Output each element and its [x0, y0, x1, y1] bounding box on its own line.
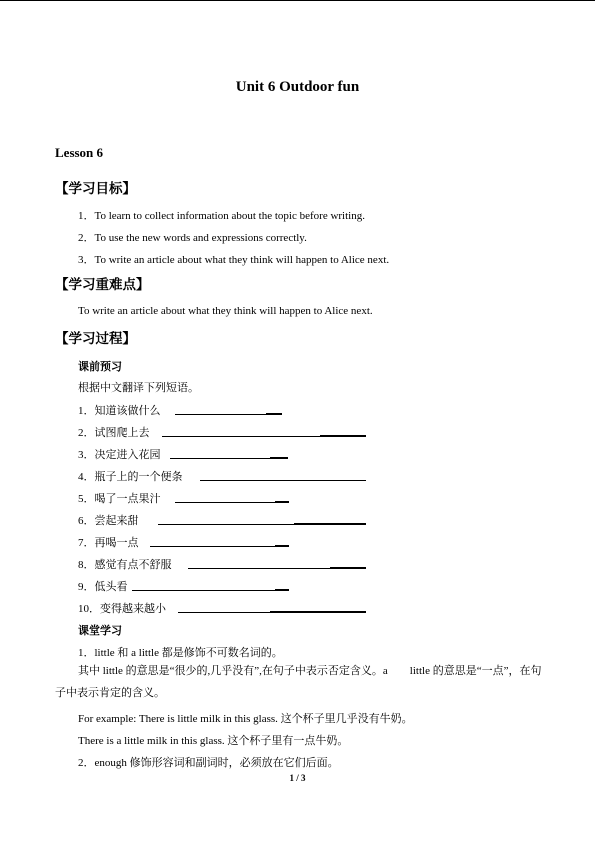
objective-item: 2．To use the new words and expressions correctly.: [78, 232, 307, 244]
class-label: 课堂学习: [78, 624, 122, 637]
phrase-item: 10．变得越来越小: [78, 603, 166, 615]
answer-blank-ext: [270, 457, 288, 459]
phrase-item: 2．试图爬上去: [78, 427, 150, 439]
class-paragraph: 2．enough 修饰形容词和副词时，必须放在它们后面。: [78, 757, 339, 769]
keypoints-heading: 【学习重难点】: [55, 277, 150, 293]
phrase-item: 4．瓶子上的一个便条: [78, 471, 183, 483]
phrase-item: 9．低头看: [78, 581, 128, 593]
example-sentence: For example: There is little milk in this glass. 这个杯子里几乎没有牛奶。: [78, 713, 413, 725]
answer-blank-ext: [320, 435, 366, 437]
answer-blank-ext: [275, 501, 289, 503]
answer-blank[interactable]: [162, 436, 320, 437]
objectives-heading: 【学习目标】: [55, 181, 136, 197]
example-sentence: There is a little milk in this glass. 这个杯子里有一点牛奶。: [78, 735, 349, 747]
answer-blank[interactable]: [200, 480, 366, 481]
phrase-item: 5．喝了一点果汁: [78, 493, 161, 505]
phrase-item: 1．知道该做什么: [78, 405, 161, 417]
preview-instruction: 根据中文翻译下列短语。: [78, 382, 199, 394]
answer-blank-ext: [275, 589, 289, 591]
answer-blank[interactable]: [170, 458, 270, 459]
class-paragraph: 1．little 和 a little 都是修饰不可数名词的。: [78, 647, 283, 659]
answer-blank[interactable]: [150, 546, 275, 547]
lesson-heading: Lesson 6: [55, 145, 104, 160]
phrase-item: 8．感觉有点不舒服: [78, 559, 172, 571]
phrase-item: 3．决定进入花园: [78, 449, 161, 461]
answer-blank-ext: [270, 611, 366, 613]
page-number: 1 / 3: [289, 773, 306, 783]
answer-blank-ext: [275, 545, 289, 547]
keypoints-text: To write an article about what they think will happen to Alice next.: [78, 305, 373, 317]
class-paragraph: 其中 little 的意思是“很少的,几乎没有”,在句子中表示否定含义。a little 的意思是“一点”，在句子中表示肯定的含义。: [55, 665, 542, 699]
top-border-line: [0, 0, 595, 1]
answer-blank[interactable]: [188, 568, 330, 569]
process-heading: 【学习过程】: [55, 331, 136, 347]
answer-blank-ext: [330, 567, 366, 569]
answer-blank[interactable]: [178, 612, 270, 613]
answer-blank[interactable]: [132, 590, 275, 591]
preview-label: 课前预习: [78, 360, 122, 373]
objective-item: 3．To write an article about what they think will happen to Alice next.: [78, 254, 390, 266]
answer-blank-ext: [294, 523, 366, 525]
answer-blank[interactable]: [175, 414, 266, 415]
answer-blank[interactable]: [158, 524, 294, 525]
answer-blank[interactable]: [175, 502, 275, 503]
objective-item: 1．To learn to collect information about the topic before writing.: [78, 210, 365, 222]
phrase-item: 6．尝起来甜: [78, 515, 139, 527]
phrase-item: 7．再喝一点: [78, 537, 139, 549]
answer-blank-ext: [266, 413, 282, 415]
page-title: Unit 6 Outdoor fun: [235, 79, 360, 95]
